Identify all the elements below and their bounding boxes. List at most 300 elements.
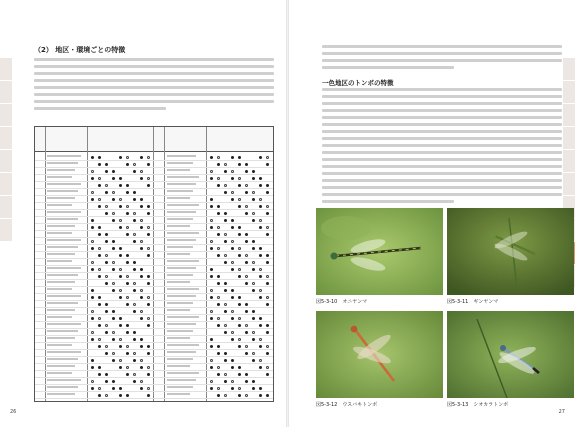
table-mark: [231, 310, 234, 313]
table-mark: [245, 254, 248, 257]
table-mark: [245, 352, 248, 355]
table-mark: [252, 331, 255, 334]
table-mark: [105, 163, 108, 166]
table-mark: [259, 359, 262, 362]
table-mark: [252, 352, 255, 355]
species-name-placeholder: [167, 190, 193, 192]
table-mark: [126, 366, 129, 369]
table-mark: [224, 170, 227, 173]
table-mark: [112, 170, 115, 173]
species-name-placeholder: [47, 344, 72, 346]
table-mark: [266, 275, 269, 278]
species-name-placeholder: [167, 225, 190, 227]
species-name-placeholder: [167, 316, 199, 318]
table-mark: [217, 212, 220, 215]
table-mark: [133, 268, 136, 271]
table-mark: [133, 170, 136, 173]
thumb-tab: [563, 58, 575, 80]
table-mark: [217, 254, 220, 257]
table-mark: [105, 345, 108, 348]
table-mark: [133, 352, 136, 355]
table-mark: [119, 177, 122, 180]
table-mark: [231, 359, 234, 362]
table-mark: [91, 156, 94, 159]
table-mark: [231, 198, 234, 201]
table-mark: [238, 233, 241, 236]
section-heading: （2） 地区・環境ごとの特徴: [34, 46, 126, 54]
table-mark: [140, 387, 143, 390]
species-name-placeholder: [47, 232, 72, 234]
table-mark: [266, 156, 269, 159]
table-mark: [266, 373, 269, 376]
table-mark: [245, 163, 248, 166]
table-mark: [224, 289, 227, 292]
table-mark: [245, 303, 248, 306]
table-mark: [112, 387, 115, 390]
thumb-tab: [0, 219, 12, 241]
table-mark: [266, 394, 269, 397]
species-name-placeholder: [47, 211, 81, 213]
table-mark: [147, 163, 150, 166]
table-mark: [224, 352, 227, 355]
table-mark: [238, 387, 241, 390]
table-mark: [252, 380, 255, 383]
table-mark: [98, 198, 101, 201]
table-mark: [252, 219, 255, 222]
table-mark: [245, 345, 248, 348]
species-name-placeholder: [47, 225, 75, 227]
table-mark: [98, 338, 101, 341]
table-mark: [105, 331, 108, 334]
table-mark: [98, 247, 101, 250]
table-mark: [147, 387, 150, 390]
species-name-placeholder: [47, 176, 72, 178]
table-mark: [105, 310, 108, 313]
table-mark: [224, 240, 227, 243]
species-name-placeholder: [47, 358, 78, 360]
table-mark: [245, 233, 248, 236]
table-mark: [245, 261, 248, 264]
table-mark: [210, 198, 213, 201]
table-mark: [259, 275, 262, 278]
species-name-placeholder: [47, 302, 78, 304]
table-mark: [217, 373, 220, 376]
table-mark: [217, 205, 220, 208]
table-mark: [266, 163, 269, 166]
table-mark: [217, 247, 220, 250]
table-mark: [140, 310, 143, 313]
left-thumb-index: [0, 58, 12, 242]
table-mark: [91, 219, 94, 222]
table-mark: [210, 240, 213, 243]
table-mark: [238, 226, 241, 229]
table-mark: [231, 240, 234, 243]
table-mark: [210, 310, 213, 313]
table-mark: [231, 261, 234, 264]
table-mark: [147, 394, 150, 397]
table-mark: [238, 373, 241, 376]
thumb-tab: [0, 127, 12, 149]
species-name-placeholder: [47, 197, 75, 199]
table-mark: [217, 296, 220, 299]
table-mark: [252, 170, 255, 173]
table-mark: [119, 324, 122, 327]
table-mark: [91, 198, 94, 201]
table-mark: [119, 226, 122, 229]
table-mark: [217, 387, 220, 390]
table-row: [35, 391, 273, 399]
table-mark: [266, 254, 269, 257]
table-mark: [266, 296, 269, 299]
table-mark: [98, 275, 101, 278]
table-mark: [224, 380, 227, 383]
thumb-tab: [563, 173, 575, 195]
species-name-placeholder: [47, 246, 78, 248]
table-mark: [217, 156, 220, 159]
table-mark: [112, 359, 115, 362]
table-mark: [133, 191, 136, 194]
table-mark: [133, 212, 136, 215]
table-mark: [98, 317, 101, 320]
table-mark: [147, 226, 150, 229]
table-mark: [238, 177, 241, 180]
table-mark: [140, 156, 143, 159]
left-page: [0, 0, 286, 427]
table-mark: [231, 268, 234, 271]
species-name-placeholder: [167, 183, 196, 185]
table-mark: [133, 282, 136, 285]
table-mark: [105, 282, 108, 285]
table-mark: [266, 324, 269, 327]
table-mark: [133, 310, 136, 313]
table-mark: [231, 226, 234, 229]
species-name-placeholder: [47, 274, 78, 276]
table-mark: [238, 338, 241, 341]
table-mark: [252, 191, 255, 194]
table-mark: [252, 247, 255, 250]
table-mark: [105, 205, 108, 208]
table-mark: [231, 219, 234, 222]
table-mark: [210, 338, 213, 341]
table-mark: [147, 373, 150, 376]
table-mark: [119, 205, 122, 208]
species-name-placeholder: [47, 365, 75, 367]
table-mark: [245, 205, 248, 208]
photo-usubakitonbo: [316, 311, 443, 398]
species-name-placeholder: [47, 218, 78, 220]
table-mark: [140, 219, 143, 222]
table-mark: [266, 282, 269, 285]
table-mark: [259, 254, 262, 257]
table-mark: [245, 331, 248, 334]
table-mark: [140, 268, 143, 271]
table-mark: [112, 191, 115, 194]
species-name-placeholder: [167, 211, 196, 213]
table-mark: [140, 380, 143, 383]
table-mark: [259, 324, 262, 327]
table-mark: [133, 331, 136, 334]
table-mark: [231, 387, 234, 390]
table-mark: [105, 184, 108, 187]
table-mark: [210, 268, 213, 271]
table-mark: [266, 303, 269, 306]
table-mark: [98, 366, 101, 369]
table-mark: [259, 177, 262, 180]
table-mark: [126, 163, 129, 166]
table-mark: [224, 310, 227, 313]
table-mark: [238, 303, 241, 306]
table-mark: [126, 156, 129, 159]
table-mark: [217, 163, 220, 166]
table-mark: [112, 289, 115, 292]
right-page-number: 27: [558, 409, 565, 415]
table-mark: [259, 156, 262, 159]
table-mark: [112, 247, 115, 250]
table-mark: [126, 275, 129, 278]
table-mark: [224, 261, 227, 264]
table-mark: [210, 317, 213, 320]
table-mark: [147, 177, 150, 180]
species-name-placeholder: [167, 197, 190, 199]
species-name-placeholder: [47, 351, 81, 353]
table-mark: [91, 289, 94, 292]
table-mark: [231, 296, 234, 299]
table-mark: [231, 247, 234, 250]
table-mark: [224, 373, 227, 376]
table-mark: [91, 191, 94, 194]
species-name-placeholder: [167, 274, 193, 276]
table-mark: [98, 394, 101, 397]
table-mark: [112, 310, 115, 313]
photo-oniyanma: [316, 208, 443, 295]
table-mark: [140, 226, 143, 229]
table-mark: [252, 198, 255, 201]
table-mark: [98, 226, 101, 229]
table-mark: [140, 240, 143, 243]
table-mark: [224, 282, 227, 285]
table-header: [35, 127, 273, 152]
table-mark: [119, 198, 122, 201]
table-mark: [252, 317, 255, 320]
species-name-placeholder: [167, 169, 190, 171]
table-mark: [210, 275, 213, 278]
table-mark: [238, 156, 241, 159]
table-mark: [126, 282, 129, 285]
table-mark: [133, 289, 136, 292]
table-mark: [210, 296, 213, 299]
table-mark: [266, 212, 269, 215]
table-mark: [266, 366, 269, 369]
table-mark: [259, 366, 262, 369]
table-mark: [252, 289, 255, 292]
table-mark: [259, 226, 262, 229]
table-mark: [140, 338, 143, 341]
table-mark: [252, 338, 255, 341]
table-mark: [126, 394, 129, 397]
table-mark: [119, 387, 122, 390]
species-name-placeholder: [167, 246, 193, 248]
table-mark: [210, 156, 213, 159]
species-name-placeholder: [167, 232, 199, 234]
table-mark: [126, 254, 129, 257]
species-name-placeholder: [167, 176, 199, 178]
species-name-placeholder: [47, 295, 81, 297]
table-mark: [119, 394, 122, 397]
table-mark: [119, 247, 122, 250]
table-mark: [112, 240, 115, 243]
table-mark: [224, 219, 227, 222]
table-mark: [252, 359, 255, 362]
table-mark: [238, 184, 241, 187]
table-mark: [140, 247, 143, 250]
table-mark: [147, 254, 150, 257]
table-mark: [231, 331, 234, 334]
table-mark: [91, 366, 94, 369]
table-mark: [147, 205, 150, 208]
table-mark: [238, 163, 241, 166]
table-mark: [259, 289, 262, 292]
thumb-tab: [563, 150, 575, 172]
table-mark: [238, 205, 241, 208]
table-mark: [91, 380, 94, 383]
species-name-placeholder: [167, 386, 193, 388]
species-name-placeholder: [47, 393, 75, 395]
species-name-placeholder: [167, 295, 196, 297]
right-intro-text: [322, 45, 562, 73]
table-mark: [224, 191, 227, 194]
photo-caption: 図5-3-11 ギンヤンマ: [447, 299, 499, 305]
table-mark: [119, 296, 122, 299]
table-mark: [112, 331, 115, 334]
table-mark: [210, 226, 213, 229]
thumb-tab: [0, 150, 12, 172]
table-mark: [105, 191, 108, 194]
species-name-placeholder: [167, 330, 193, 332]
table-mark: [259, 198, 262, 201]
table-mark: [140, 345, 143, 348]
table-mark: [210, 205, 213, 208]
table-mark: [133, 303, 136, 306]
species-name-placeholder: [47, 183, 81, 185]
table-mark: [91, 170, 94, 173]
table-mark: [126, 226, 129, 229]
table-mark: [238, 366, 241, 369]
photo-caption: 図5-3-12 ウスバキトンボ: [316, 402, 378, 408]
table-mark: [140, 289, 143, 292]
table-mark: [217, 226, 220, 229]
table-mark: [140, 177, 143, 180]
table-mark: [217, 345, 220, 348]
table-mark: [217, 233, 220, 236]
table-mark: [252, 212, 255, 215]
thumb-tab: [0, 81, 12, 103]
table-mark: [238, 394, 241, 397]
table-mark: [224, 184, 227, 187]
table-mark: [231, 380, 234, 383]
table-mark: [126, 324, 129, 327]
table-mark: [91, 268, 94, 271]
table-mark: [259, 247, 262, 250]
table-mark: [119, 254, 122, 257]
table-mark: [245, 394, 248, 397]
table-mark: [217, 324, 220, 327]
table-mark: [259, 296, 262, 299]
table-mark: [98, 268, 101, 271]
species-name-placeholder: [47, 204, 72, 206]
species-name-placeholder: [47, 260, 72, 262]
table-mark: [105, 373, 108, 376]
species-name-placeholder: [167, 162, 193, 164]
table-mark: [91, 240, 94, 243]
table-mark: [252, 310, 255, 313]
table-mark: [210, 387, 213, 390]
table-mark: [245, 240, 248, 243]
table-mark: [105, 303, 108, 306]
table-mark: [126, 373, 129, 376]
table-mark: [98, 205, 101, 208]
table-mark: [91, 317, 94, 320]
table-mark: [245, 184, 248, 187]
table-mark: [91, 261, 94, 264]
table-mark: [210, 289, 213, 292]
table-mark: [266, 233, 269, 236]
table-mark: [91, 310, 94, 313]
table-mark: [147, 275, 150, 278]
table-mark: [224, 233, 227, 236]
table-mark: [112, 177, 115, 180]
table-mark: [147, 352, 150, 355]
table-mark: [259, 394, 262, 397]
photo-ginyanma: [447, 208, 574, 295]
table-mark: [119, 338, 122, 341]
table-mark: [147, 366, 150, 369]
species-name-placeholder: [167, 337, 190, 339]
table-mark: [105, 254, 108, 257]
table-mark: [98, 324, 101, 327]
species-name-placeholder: [47, 155, 81, 157]
thumb-tab: [0, 104, 12, 126]
species-name-placeholder: [47, 169, 75, 171]
table-mark: [266, 191, 269, 194]
photo-shiokaratonbo: [447, 311, 574, 398]
thumb-tab: [563, 81, 575, 103]
table-mark: [105, 352, 108, 355]
table-mark: [105, 212, 108, 215]
table-mark: [210, 380, 213, 383]
table-mark: [133, 338, 136, 341]
table-mark: [217, 177, 220, 180]
species-name-placeholder: [167, 218, 193, 220]
species-name-placeholder: [47, 239, 81, 241]
table-mark: [98, 303, 101, 306]
table-mark: [245, 275, 248, 278]
table-mark: [119, 366, 122, 369]
species-name-placeholder: [47, 337, 75, 339]
table-mark: [217, 184, 220, 187]
table-mark: [140, 366, 143, 369]
species-name-placeholder: [47, 323, 81, 325]
species-name-placeholder: [47, 253, 75, 255]
table-mark: [266, 184, 269, 187]
table-mark: [140, 205, 143, 208]
table-mark: [112, 198, 115, 201]
table-mark: [105, 275, 108, 278]
photo-caption: 図5-3-13 シオカラトンボ: [447, 402, 509, 408]
table-mark: [98, 296, 101, 299]
table-mark: [217, 282, 220, 285]
table-mark: [126, 184, 129, 187]
right-subheading: 一色地区のトンボの特徴: [322, 79, 394, 87]
